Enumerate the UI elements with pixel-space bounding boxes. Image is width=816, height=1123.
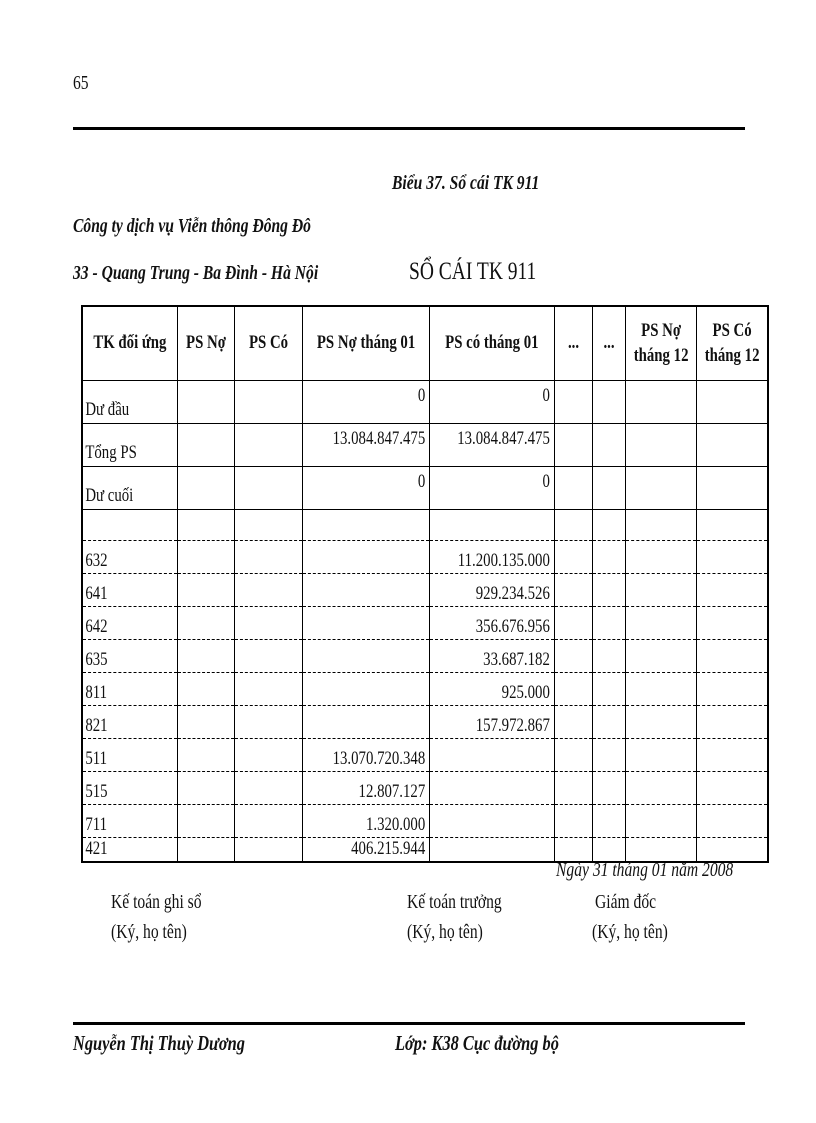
- credit-jan-cell-value: [457, 781, 554, 804]
- account-row: [82, 640, 768, 673]
- empty-cell: [554, 805, 592, 838]
- empty-cell: [696, 673, 768, 706]
- column-header: [234, 306, 302, 381]
- debit-jan-cell-value: 13.084.847.475: [332, 428, 426, 449]
- column-header: [696, 306, 768, 381]
- column-header: [429, 306, 554, 381]
- empty-cell: [177, 772, 234, 805]
- credit-jan-cell: [429, 424, 554, 467]
- debit-jan-cell: [302, 574, 429, 607]
- column-header-label: PS Có: [248, 332, 288, 354]
- credit-jan-cell-value: 13.084.847.475: [457, 428, 550, 449]
- chief-accountant-note: (Ký, họ tên): [407, 921, 483, 943]
- debit-jan-cell: [302, 706, 429, 739]
- account-row: [82, 673, 768, 706]
- empty-cell: [554, 673, 592, 706]
- empty-cell: [696, 467, 768, 510]
- debit-jan-cell: [302, 673, 429, 706]
- empty-cell: [234, 574, 302, 607]
- empty-cell: [177, 607, 234, 640]
- account-code-value: 642: [85, 616, 108, 637]
- director-note: (Ký, họ tên): [592, 921, 668, 943]
- empty-cell: [177, 706, 234, 739]
- column-header: [554, 306, 592, 381]
- empty-cell: [592, 381, 625, 424]
- empty-cell: [625, 541, 696, 574]
- account-row: [82, 510, 768, 541]
- account-code: [82, 772, 177, 805]
- empty-cell: [592, 805, 625, 838]
- empty-cell: [625, 510, 696, 541]
- empty-cell: [554, 467, 592, 510]
- empty-cell: [696, 739, 768, 772]
- column-header: [177, 306, 234, 381]
- summary-row: [82, 467, 768, 510]
- empty-cell: [696, 607, 768, 640]
- debit-jan-cell: [302, 510, 429, 541]
- credit-jan-cell: [429, 541, 554, 574]
- debit-jan-cell: [302, 838, 429, 863]
- row-label-value: Dư đầu: [85, 399, 130, 420]
- empty-cell: [177, 381, 234, 424]
- footer-class: Lớp: K38 Cục đường bộ: [395, 1031, 559, 1055]
- credit-jan-cell: [429, 772, 554, 805]
- debit-jan-cell-value: [331, 682, 429, 705]
- row-label-value: Dư cuối: [85, 485, 134, 506]
- credit-jan-cell-value: 356.676.956: [475, 616, 550, 637]
- debit-jan-cell-value: [331, 616, 429, 639]
- empty-cell: [554, 381, 592, 424]
- credit-jan-cell: [429, 381, 554, 424]
- page-number: 65: [73, 72, 89, 94]
- account-code-value: 421: [85, 838, 108, 859]
- empty-cell: [592, 772, 625, 805]
- empty-cell: [234, 673, 302, 706]
- debit-jan-cell-value: [331, 649, 429, 672]
- empty-cell: [696, 574, 768, 607]
- empty-cell: [625, 673, 696, 706]
- empty-cell: [177, 838, 234, 863]
- debit-jan-cell-value: [331, 517, 429, 540]
- empty-cell: [592, 673, 625, 706]
- empty-cell: [592, 541, 625, 574]
- empty-cell: [696, 510, 768, 541]
- credit-jan-cell-value: 929.234.526: [475, 583, 550, 604]
- ledger-title: SỔ CÁI TK 911: [409, 258, 537, 285]
- account-code-value: 811: [85, 682, 108, 703]
- column-header: [625, 306, 696, 381]
- empty-cell: [177, 424, 234, 467]
- empty-cell: [554, 510, 592, 541]
- empty-cell: [625, 574, 696, 607]
- empty-cell: [234, 640, 302, 673]
- company-name: Công ty dịch vụ Viễn thông Đông Đô: [73, 215, 311, 237]
- account-code: [82, 510, 177, 541]
- empty-cell: [554, 607, 592, 640]
- credit-jan-cell-value: 11.200.135.000: [457, 550, 550, 571]
- account-code: [82, 838, 177, 863]
- account-code: [82, 574, 177, 607]
- empty-cell: [234, 541, 302, 574]
- column-header: [302, 306, 429, 381]
- debit-jan-cell: [302, 607, 429, 640]
- empty-cell: [177, 574, 234, 607]
- credit-jan-cell: [429, 838, 554, 863]
- debit-jan-cell-value: [331, 583, 429, 606]
- empty-cell: [592, 574, 625, 607]
- credit-jan-cell: [429, 706, 554, 739]
- bookkeeper-role: Kế toán ghi sổ: [111, 891, 202, 913]
- empty-cell: [696, 541, 768, 574]
- empty-cell: [554, 640, 592, 673]
- empty-cell: [625, 805, 696, 838]
- empty-cell: [234, 739, 302, 772]
- account-row: [82, 706, 768, 739]
- debit-jan-cell-value: 1.320.000: [365, 814, 426, 835]
- debit-jan-cell-value: 13.070.720.348: [332, 748, 426, 769]
- header-rule: [73, 127, 745, 130]
- credit-jan-cell: [429, 739, 554, 772]
- empty-cell: [592, 706, 625, 739]
- column-header-label: PS có tháng 01: [445, 332, 539, 354]
- empty-cell: [625, 706, 696, 739]
- empty-cell: [696, 381, 768, 424]
- debit-jan-cell: [302, 640, 429, 673]
- account-code: [82, 739, 177, 772]
- column-header-label: PS Nợ tháng 01: [316, 332, 416, 354]
- credit-jan-cell-value: 157.972.867: [475, 715, 550, 736]
- empty-cell: [625, 381, 696, 424]
- column-header-label: PS Nợ: [185, 332, 226, 354]
- column-header-label: ...: [567, 332, 579, 354]
- empty-cell: [554, 424, 592, 467]
- empty-cell: [696, 772, 768, 805]
- account-code-value: 641: [85, 583, 108, 604]
- empty-cell: [554, 772, 592, 805]
- debit-jan-cell: [302, 772, 429, 805]
- account-code: [82, 541, 177, 574]
- footer-author: Nguyễn Thị Thuỳ Dương: [73, 1031, 245, 1055]
- empty-cell: [234, 424, 302, 467]
- empty-cell: [625, 424, 696, 467]
- empty-cell: [592, 510, 625, 541]
- debit-jan-cell: [302, 381, 429, 424]
- summary-row: [82, 381, 768, 424]
- empty-cell: [592, 739, 625, 772]
- empty-cell: [592, 607, 625, 640]
- debit-jan-cell: [302, 739, 429, 772]
- empty-cell: [177, 640, 234, 673]
- account-row: [82, 607, 768, 640]
- debit-jan-cell-value: 406.215.944: [350, 838, 426, 859]
- ledger-table: [81, 305, 769, 863]
- chief-accountant-role: Kế toán trưởng: [407, 891, 502, 913]
- credit-jan-cell-value: [457, 814, 554, 837]
- empty-cell: [554, 574, 592, 607]
- bookkeeper-note: (Ký, họ tên): [111, 921, 187, 943]
- credit-jan-cell: [429, 607, 554, 640]
- debit-jan-cell-value: 12.807.127: [358, 781, 426, 802]
- row-label-value: Tổng PS: [85, 442, 137, 463]
- debit-jan-cell-value: [331, 715, 429, 738]
- credit-jan-cell: [429, 673, 554, 706]
- empty-cell: [592, 640, 625, 673]
- account-row: [82, 739, 768, 772]
- account-code-value: [83, 517, 156, 540]
- empty-cell: [234, 805, 302, 838]
- empty-cell: [234, 838, 302, 863]
- debit-jan-cell-value: 0: [417, 385, 426, 406]
- account-row: [82, 772, 768, 805]
- empty-cell: [177, 467, 234, 510]
- credit-jan-cell: [429, 640, 554, 673]
- account-code: [82, 607, 177, 640]
- credit-jan-cell-value: [457, 748, 554, 771]
- empty-cell: [177, 805, 234, 838]
- account-code: [82, 640, 177, 673]
- credit-jan-cell: [429, 805, 554, 838]
- account-code-value: 632: [85, 550, 108, 571]
- empty-cell: [234, 381, 302, 424]
- row-label: [82, 467, 177, 510]
- director-role: Giám đốc: [595, 891, 657, 913]
- credit-jan-cell-value: [457, 838, 554, 861]
- empty-cell: [592, 467, 625, 510]
- column-header: [82, 306, 177, 381]
- row-label: [82, 424, 177, 467]
- account-code-value: 511: [85, 748, 108, 769]
- empty-cell: [696, 805, 768, 838]
- column-header-label: TK đối ứng: [93, 332, 167, 354]
- empty-cell: [696, 424, 768, 467]
- empty-cell: [554, 739, 592, 772]
- empty-cell: [177, 541, 234, 574]
- empty-cell: [625, 640, 696, 673]
- form-title: Biểu 37. Sổ cái TK 911: [392, 172, 540, 194]
- empty-cell: [696, 706, 768, 739]
- empty-cell: [234, 772, 302, 805]
- account-code: [82, 805, 177, 838]
- empty-cell: [234, 467, 302, 510]
- empty-cell: [625, 772, 696, 805]
- account-code-value: 711: [85, 814, 108, 835]
- column-header-label: ...: [603, 332, 615, 354]
- footer-rule: [73, 1022, 745, 1025]
- debit-jan-cell: [302, 424, 429, 467]
- debit-jan-cell: [302, 541, 429, 574]
- empty-cell: [554, 706, 592, 739]
- credit-jan-cell-value: 925.000: [501, 682, 550, 703]
- credit-jan-cell-value: [457, 517, 554, 540]
- account-code: [82, 706, 177, 739]
- column-header: [592, 306, 625, 381]
- debit-jan-cell-value: 0: [417, 471, 426, 492]
- credit-jan-cell: [429, 574, 554, 607]
- table-header-row: [82, 306, 768, 381]
- account-row: [82, 541, 768, 574]
- empty-cell: [625, 739, 696, 772]
- credit-jan-cell: [429, 467, 554, 510]
- column-header-label: PS Có tháng 12: [704, 319, 760, 366]
- account-code: [82, 673, 177, 706]
- debit-jan-cell: [302, 805, 429, 838]
- credit-jan-cell: [429, 510, 554, 541]
- account-code-value: 635: [85, 649, 108, 670]
- company-address: 33 - Quang Trung - Ba Đình - Hà Nội: [73, 262, 319, 284]
- account-row: [82, 574, 768, 607]
- account-row: [82, 805, 768, 838]
- debit-jan-cell-value: [331, 550, 429, 573]
- column-header-label: PS Nợ tháng 12: [633, 319, 689, 366]
- empty-cell: [592, 424, 625, 467]
- account-code-value: 515: [85, 781, 108, 802]
- empty-cell: [177, 673, 234, 706]
- empty-cell: [177, 739, 234, 772]
- credit-jan-cell-value: 33.687.182: [483, 649, 550, 670]
- empty-cell: [234, 607, 302, 640]
- empty-cell: [177, 510, 234, 541]
- signature-date: Ngày 31 tháng 01 năm 2008: [556, 859, 734, 881]
- row-label: [82, 381, 177, 424]
- credit-jan-cell-value: 0: [542, 385, 550, 406]
- empty-cell: [234, 510, 302, 541]
- account-code-value: 821: [85, 715, 108, 736]
- summary-row: [82, 424, 768, 467]
- debit-jan-cell: [302, 467, 429, 510]
- empty-cell: [625, 467, 696, 510]
- empty-cell: [234, 706, 302, 739]
- empty-cell: [554, 541, 592, 574]
- empty-cell: [696, 640, 768, 673]
- credit-jan-cell-value: 0: [542, 471, 550, 492]
- empty-cell: [625, 607, 696, 640]
